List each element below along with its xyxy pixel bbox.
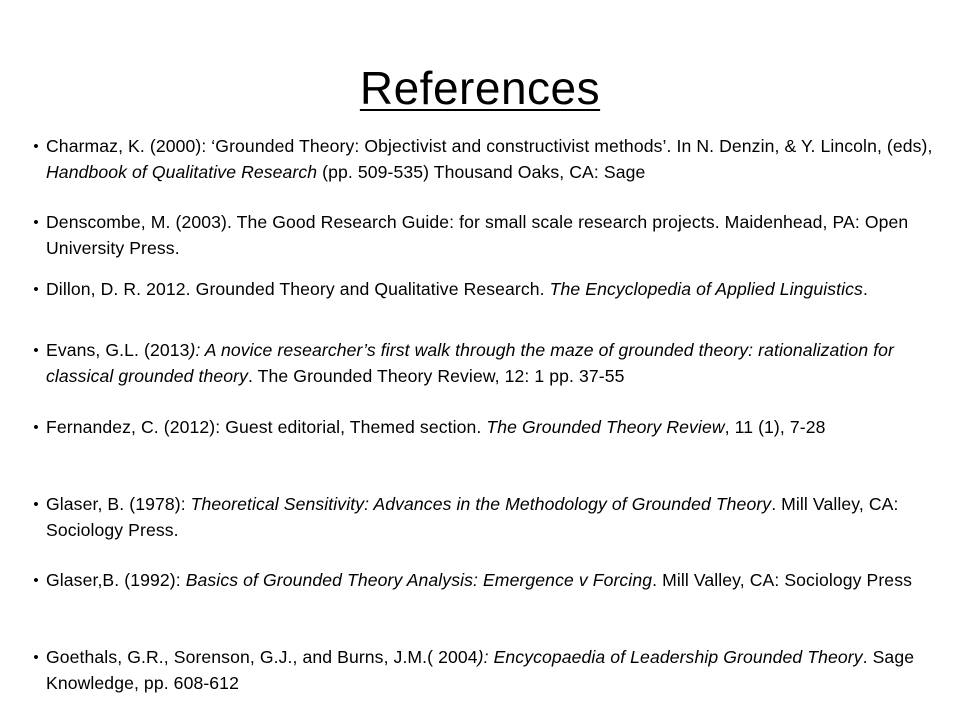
reference-title-italic: The Grounded Theory Review: [486, 417, 725, 437]
reference-text: Glaser,B. (1992):: [46, 570, 186, 590]
reference-item: [33, 277, 946, 303]
reference-text: (pp. 509-535) Thousand Oaks, CA: Sage: [317, 161, 646, 182]
reference-title-italic: Handbook of Qualitative Research: [46, 161, 318, 182]
reference-item: [33, 568, 946, 594]
bullet-icon: •: [33, 496, 39, 513]
reference-text: Dillon, D. R. 2012. Grounded Theory and Qualitative Research.: [46, 279, 550, 299]
bullet-icon: •: [33, 649, 39, 666]
reference-text: Goethals, G.R., Sorenson, G.J., and Burns, J.M.( 2004: [46, 647, 478, 667]
reference-text: Evans, G.L. (2013: [46, 340, 190, 360]
bullet-icon: •: [33, 419, 39, 436]
reference-item: [33, 134, 946, 185]
reference-item: [33, 210, 946, 261]
reference-title-italic: ): A novice researcher’s first walk through the maze of grounded theory: rationalization for classical grounded theory: [46, 340, 895, 386]
bullet-icon: •: [33, 138, 39, 155]
reference-text: , 11 (1), 7-28: [724, 417, 826, 437]
reference-text: . Sage Knowledge, pp. 608-612: [46, 647, 915, 693]
reference-title-italic: The Encyclopedia of Applied Linguistics: [549, 279, 863, 299]
reference-text: Charmaz, K. (2000): ‘Grounded Theory: Objectivist and constructivist methods’. In N. Denzin, & Y. Lincoln, (eds),: [46, 136, 933, 156]
bullet-icon: •: [33, 214, 39, 231]
reference-text: . Mill Valley, CA: Sociology Press: [652, 570, 912, 590]
reference-text: Glaser, B. (1978):: [46, 494, 191, 514]
reference-title-italic: Theoretical Sensitivity: Advances in the Methodology of Grounded Theory: [190, 494, 772, 514]
reference-text: . The Grounded Theory Review, 12: 1 pp. 37-55: [248, 365, 625, 386]
reference-item: [33, 338, 946, 389]
reference-text: Fernandez, C. (2012): Guest editorial, Themed section.: [46, 417, 487, 437]
reference-text: Denscombe, M. (2003). The Good Research Guide: for small scale research projects. Maidenhead, PA: Open University Press.: [46, 212, 909, 258]
slide-title: References: [359, 62, 601, 114]
bullet-icon: •: [33, 342, 39, 359]
reference-text: . Mill Valley, CA: Sociology Press.: [46, 494, 899, 540]
reference-item: [33, 492, 946, 543]
bullet-icon: •: [33, 572, 39, 589]
reference-text: .: [862, 279, 868, 299]
reference-item: [33, 645, 946, 696]
bullet-icon: •: [33, 281, 39, 298]
reference-title-italic: Basics of Grounded Theory Analysis: Emergence v Forcing: [185, 570, 653, 590]
reference-title-italic: ): Encycopaedia of Leadership Grounded Theory: [477, 647, 863, 667]
reference-item: [33, 415, 946, 441]
